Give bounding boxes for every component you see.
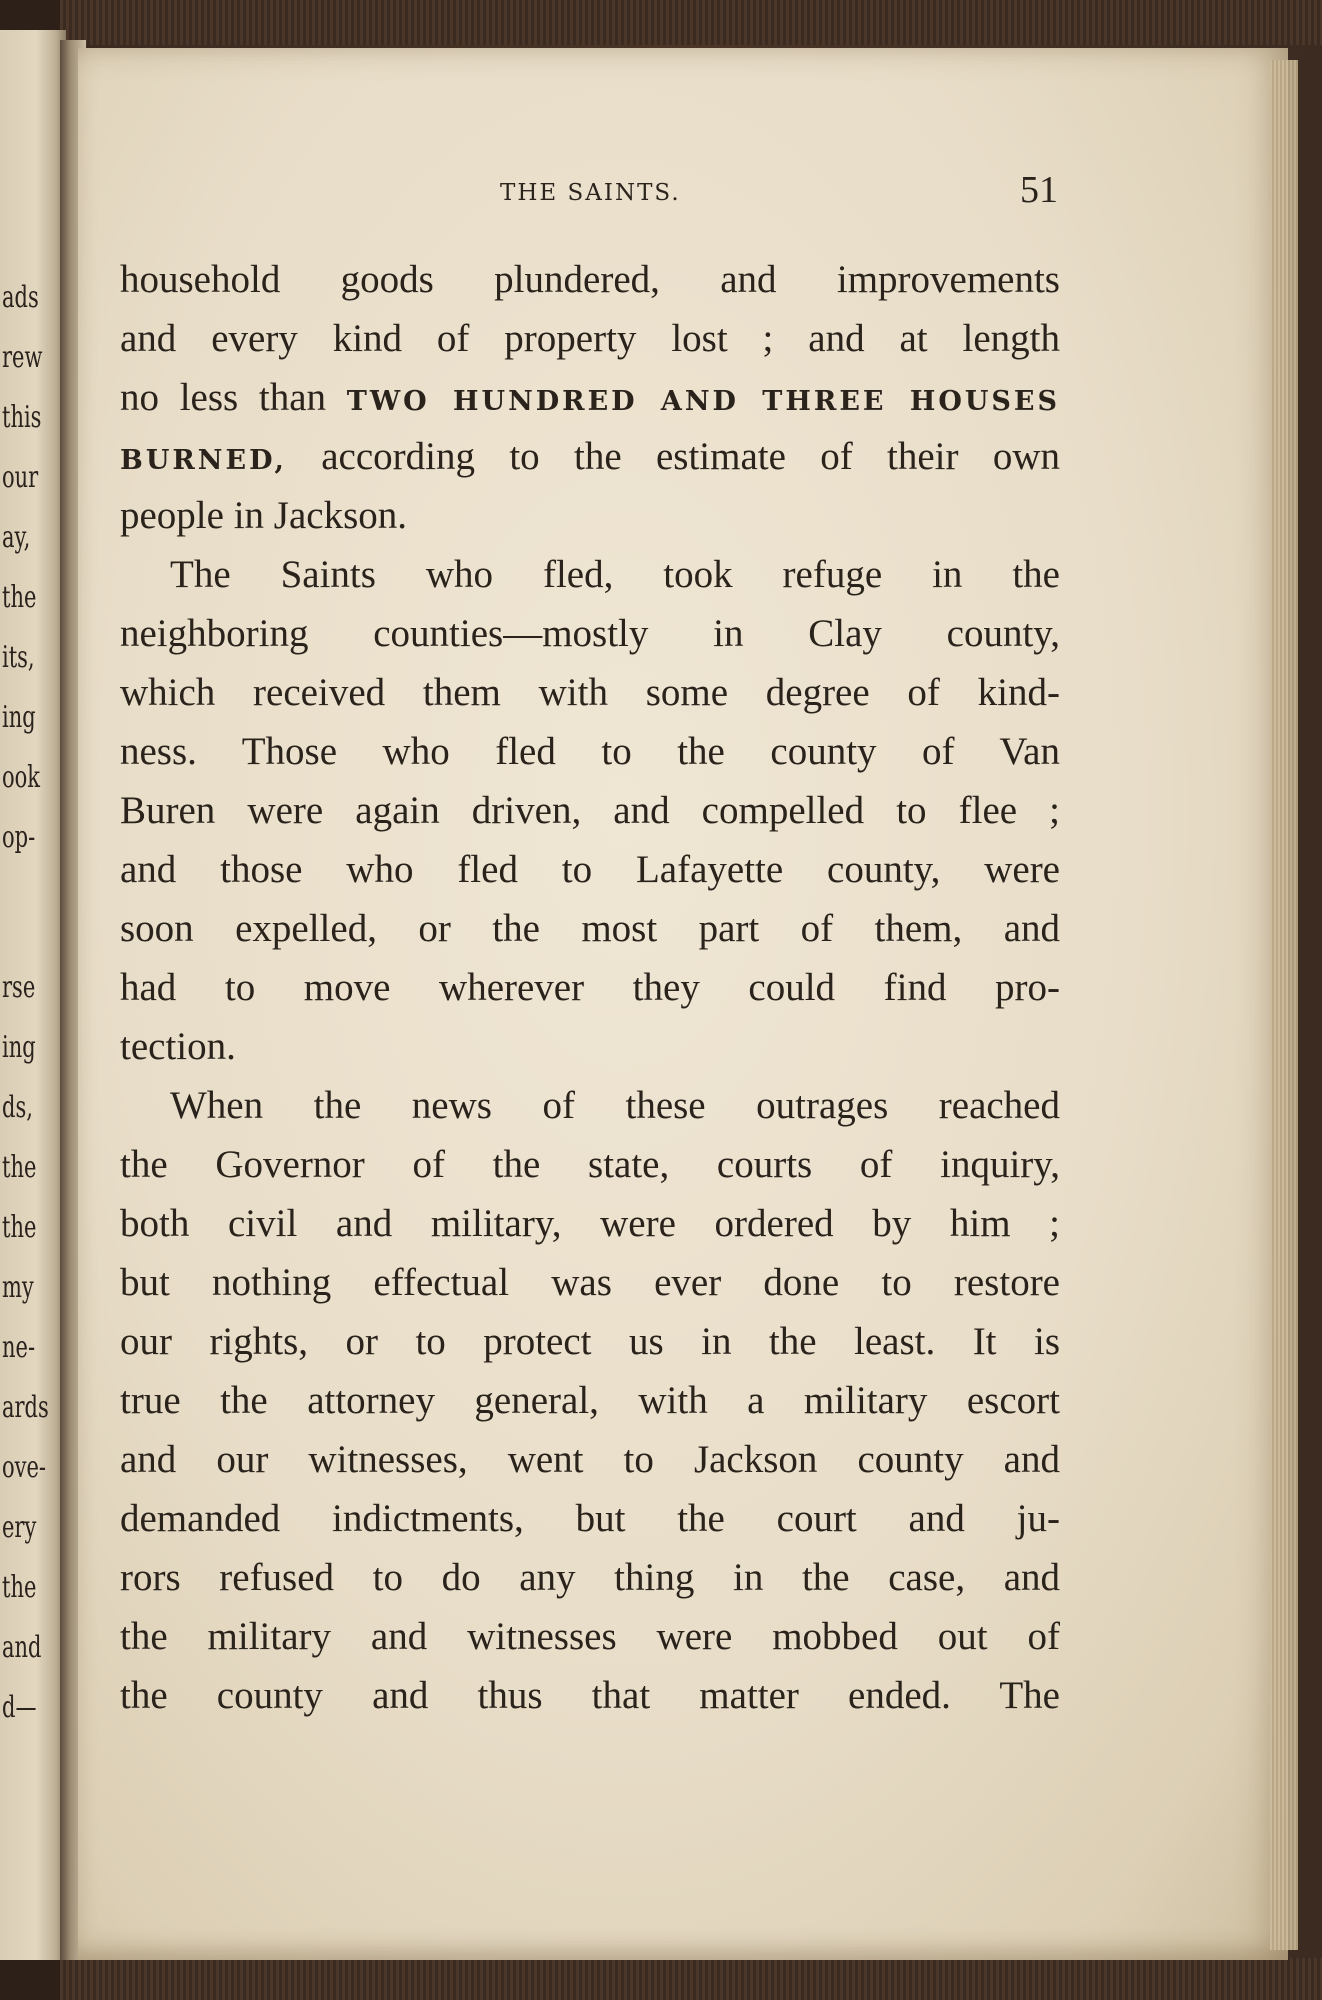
facing-page-fragment: our [2, 460, 39, 495]
facing-page-fragment: ay, [2, 520, 31, 555]
page-fore-edge [1270, 60, 1298, 1950]
page-number: 51 [1020, 169, 1058, 211]
facing-page-fragment: its, [2, 640, 35, 675]
text-line: and those who fled to Lafayette county, were [120, 848, 1060, 891]
facing-page-fragment: rew [2, 340, 43, 375]
text-line: the county and thus that matter ended. The [120, 1674, 1060, 1717]
text-line: true the attorney general, with a military escort [120, 1379, 1060, 1422]
text-line: had to move wherever they could find pro- [120, 966, 1060, 1009]
cover-top-edge [60, 0, 1322, 45]
body-text [120, 250, 1060, 1725]
text-line: Buren were again driven, and compelled to flee ; [120, 789, 1060, 832]
text-line: our rights, or to protect us in the least. It is [120, 1320, 1060, 1363]
text-line: neighboring counties—mostly in Clay county, [120, 612, 1060, 655]
text-line: tection. [120, 1025, 236, 1068]
text-line: demanded indictments, but the court and ju- [120, 1497, 1060, 1540]
facing-page-fragment: rse [2, 970, 36, 1005]
facing-page-fragment: ing [2, 700, 36, 735]
facing-page-fragment: and [2, 1630, 42, 1665]
facing-page-fragment: ing [2, 1030, 36, 1065]
text-line: and our witnesses, went to Jackson county and [120, 1438, 1060, 1481]
facing-page-fragment: ery [2, 1510, 37, 1545]
running-head: THE SAINTS. [500, 180, 681, 206]
text-line: When the news of these outrages reached [170, 1084, 1060, 1127]
facing-page-fragment: this [2, 400, 42, 435]
small-caps-emphasis: TWO HUNDRED AND THREE HOUSES [346, 386, 1061, 417]
text-line: The Saints who fled, took refuge in the [170, 553, 1060, 596]
facing-page-fragment: the [2, 1150, 37, 1185]
facing-page-fragment: the [2, 580, 37, 615]
facing-page-fragment: ne- [2, 1330, 36, 1365]
text-line: which received them with some degree of kind- [120, 671, 1060, 714]
small-caps-emphasis: BURNED, [120, 445, 287, 476]
text-line: soon expelled, or the most part of them, and [120, 907, 1060, 950]
text-line: the military and witnesses were mobbed out of [120, 1615, 1060, 1658]
facing-page-fragment: op- [2, 820, 36, 855]
text-line: rors refused to do any thing in the case, and [120, 1556, 1060, 1599]
text-line: but nothing effectual was ever done to restore [120, 1261, 1060, 1304]
text-line: people in Jackson. [120, 494, 408, 537]
cover-bottom-edge [60, 1958, 1322, 2000]
text-line: the Governor of the state, courts of inquiry, [120, 1143, 1060, 1186]
facing-page-fragment: ook [2, 760, 41, 795]
facing-page-fragment: ove- [2, 1450, 47, 1485]
text-line [120, 368, 1060, 427]
text-line: both civil and military, were ordered by him ; [120, 1202, 1060, 1245]
text-line-end: according to the estimate of their own [321, 435, 1060, 478]
text-line: and every kind of property lost ; and at length [120, 317, 1060, 360]
text-line: ness. Those who fled to the county of Van [120, 730, 1060, 773]
facing-page-sliver [0, 30, 66, 1960]
facing-page-fragment: ads [2, 280, 39, 315]
facing-page-fragment: ds, [2, 1090, 33, 1125]
facing-page-fragment: the [2, 1210, 37, 1245]
text-line [120, 427, 1060, 486]
facing-page-fragment: my [2, 1270, 34, 1305]
facing-page-fragment: d— [2, 1690, 37, 1725]
facing-page-fragment: the [2, 1570, 37, 1605]
facing-page-fragment: ards [2, 1390, 49, 1425]
text-line: household goods plundered, and improvements [120, 258, 1060, 301]
text-line-start: no less than [120, 376, 327, 419]
